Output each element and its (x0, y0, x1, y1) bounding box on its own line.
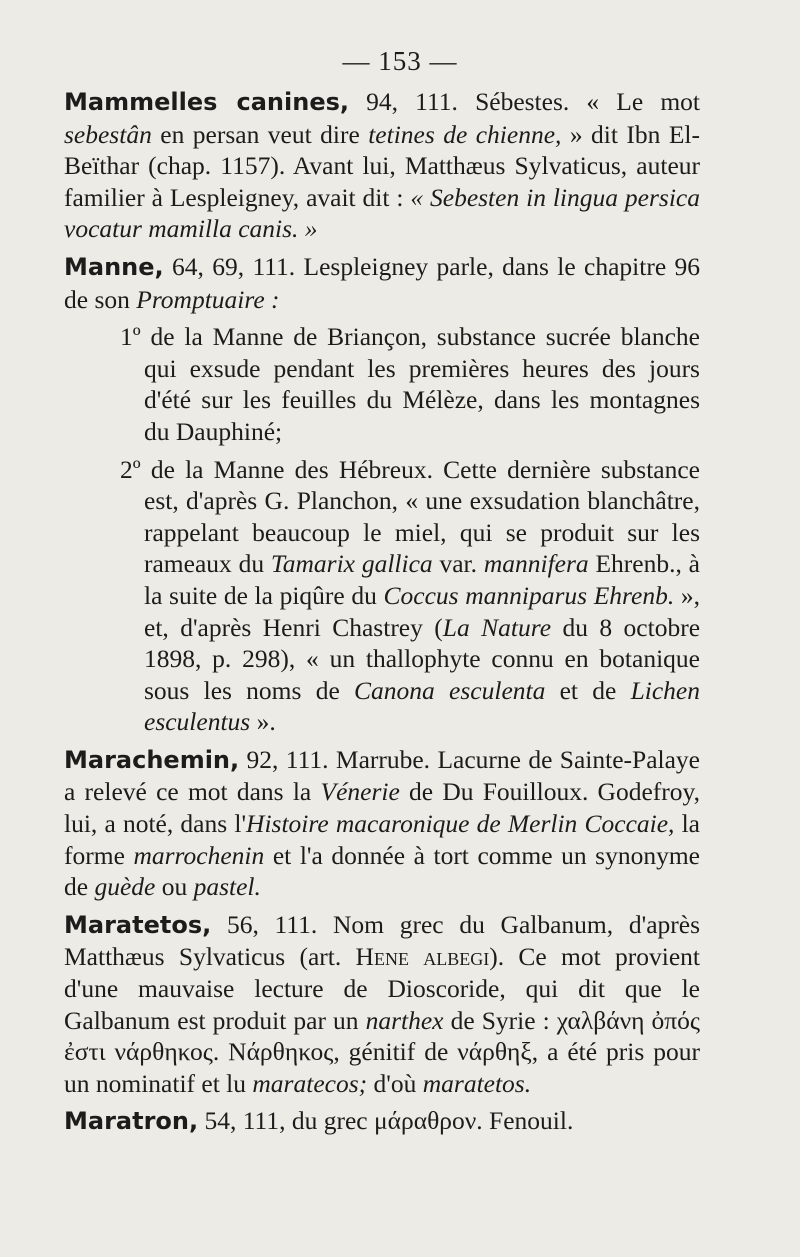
italic-text: Coccus manniparus Ehrenb. (383, 580, 675, 610)
italic-text: mannifera (483, 549, 589, 579)
italic-text: Canona esculenta (354, 675, 546, 705)
page-refs: 64, 69, 111. (163, 251, 304, 281)
italic-text: marrochenin (133, 840, 265, 870)
headword: Maratron, (64, 1107, 199, 1136)
headword: Manne, (64, 252, 164, 281)
entry-text: la forme (64, 809, 701, 870)
entry-text: », et, d'après Henri Chastrey ( (144, 580, 700, 642)
sub-entry-number: 1º (120, 322, 141, 352)
entry-text: » dit Ibn El-Beïthar (chap. 1157). Avant lui, Matthæus Sylvaticus, auteur familier à Lespleigney, avait dit : (64, 119, 700, 212)
italic-text: La Nature (442, 612, 552, 642)
dictionary-entry (64, 251, 700, 315)
sub-entry (120, 321, 700, 447)
headword: Maratetos, (64, 910, 212, 939)
entry-text: ou (155, 872, 194, 902)
italic-text: pastel. (193, 872, 261, 902)
headword: Mammelles canines, (64, 88, 350, 116)
dictionary-entry (64, 86, 700, 245)
dictionary-entry (64, 744, 700, 903)
dictionary-entry (64, 909, 700, 1100)
italic-text: Promptuaire : (136, 284, 280, 314)
italic-text: narthex (365, 1005, 444, 1035)
italic-text: Histoire macaronique de Merlin Coccaie, (246, 809, 675, 839)
dictionary-entry (64, 1105, 700, 1138)
entry-text: du grec μάραθρον. Fenouil. (291, 1106, 574, 1136)
entry-text: de Syrie : χαλβάνη ὀπός ἐστι νάρθηκος. Νάρθηκος, génitif de νάρθηξ, a été pris pour un nominatif et lu (64, 1005, 700, 1098)
entry-text: Marrube. Lacurne de Sainte-Palaye a relevé ce mot dans la (64, 744, 700, 807)
italic-text: tetines de chienne, (368, 119, 562, 149)
entry-text: et l'a donnée à tort comme un synonyme de (64, 840, 700, 902)
entry-text: Lespleigney parle, dans le chapitre 96 de son (64, 251, 700, 314)
entry-text: de Du Fouilloux. Godefroy, lui, a noté, dans l' (64, 777, 700, 839)
page-number: — 153 — (342, 46, 458, 76)
dictionary-entries (64, 86, 700, 1144)
sub-entry-number: 2º (120, 454, 141, 484)
italic-text: maratecos; (252, 1068, 368, 1098)
entry-text: du 8 octobre 1898, p. 298), « un thallophyte connu en botanique sous les noms de (144, 612, 701, 705)
italic-text: Vénerie (320, 777, 400, 807)
entry-text: Nom grec du Galbanum, d'après Matthæus Sylvaticus (art. (64, 909, 700, 972)
page-refs: 94, 111. (349, 87, 476, 116)
entry-text: Hene albegi (355, 942, 490, 972)
italic-text: Lichen esculentus (144, 675, 700, 737)
entry-text: de la Manne des Hébreux. Cette dernière substance est, d'après G. Planchon, « une exsudation blanchâtre, rappelant beaucoup le miel, qui se produit sur les rameaux du (140, 454, 700, 579)
entry-text: Sébestes. « Le mot (475, 87, 700, 116)
italic-text: « Sebesten in lingua persica vocatur mamilla canis. » (64, 182, 700, 244)
italic-text: guède (94, 872, 156, 902)
entry-text: d'où (367, 1068, 423, 1098)
italic-text: Tamarix gallica (270, 549, 433, 579)
entry-text: de la Manne de Briançon, substance sucrée blanche qui exsude pendant les premières heures des jours d'été sur les feuilles du Mélèze, dans les montagnes du Dauphiné; (140, 322, 700, 446)
entry-text: ». (250, 707, 276, 737)
headword: Marachemin, (64, 745, 240, 774)
entry-text: Ehrenb., à la suite de la piqûre du (144, 549, 700, 610)
entry-text: en persan veut dire (151, 119, 369, 149)
entry-text: et de (545, 675, 631, 705)
page-refs: 92, 111. (239, 744, 336, 774)
page-refs: 54, 111, (198, 1106, 292, 1136)
italic-text: sebestân (64, 119, 152, 149)
page-refs: 56, 111. (211, 909, 333, 939)
italic-text: maratetos. (422, 1068, 532, 1098)
entry-text: ). Ce mot provient d'une mauvaise lecture de Dioscoride, qui dit que le Galbanum est produit par un (64, 942, 700, 1035)
sub-entry (120, 454, 700, 738)
entry-text: var. (432, 549, 484, 579)
